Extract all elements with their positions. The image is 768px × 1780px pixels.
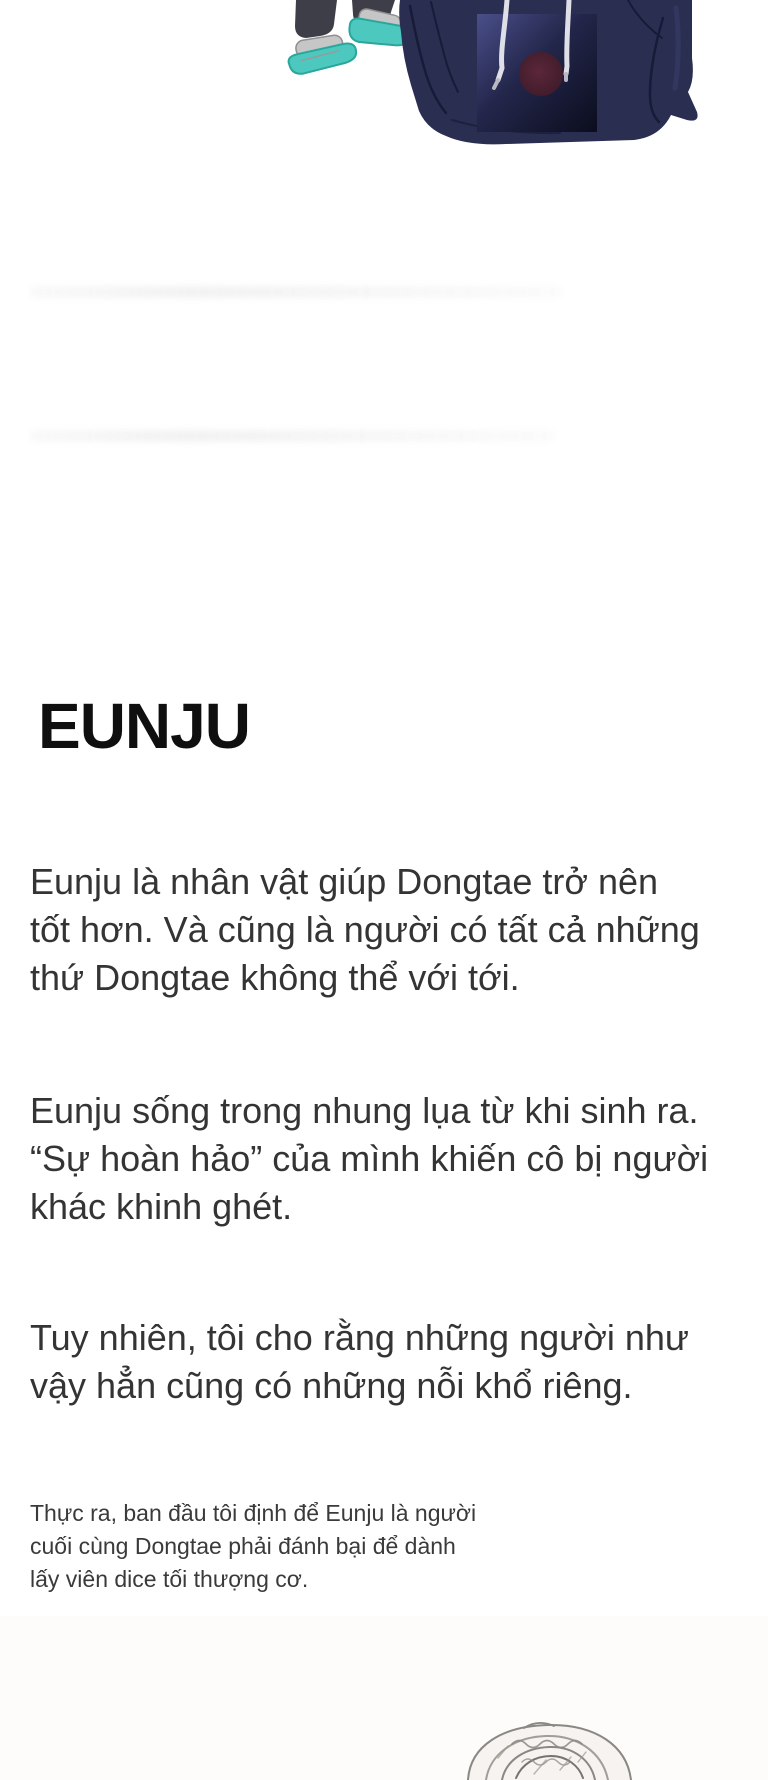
author-note: [30, 1497, 590, 1596]
bio-line: thứ Dongtae không thể với tới.: [30, 957, 520, 998]
bio-line: khác khinh ghét.: [30, 1186, 293, 1227]
dice-orb: [519, 52, 563, 96]
drawstring-right: [566, 0, 569, 74]
bio-line: tốt hơn. Và cũng là người có tất cả những: [30, 909, 700, 950]
author-note-line: cuối cùng Dongtae phải đánh bại để dành: [30, 1533, 456, 1559]
bio-line: “Sự hoàn hảo” của mình khiến cô bị người: [30, 1138, 709, 1179]
sandal-left: [286, 32, 359, 75]
bio-line: Eunju sống trong nhung lụa từ khi sinh ra.: [30, 1090, 699, 1131]
faded-text-artifact: [30, 430, 554, 442]
bio-paragraph-1: [30, 858, 750, 1002]
bio-paragraph-2: [30, 1087, 750, 1231]
bio-paragraph-3: [30, 1314, 750, 1410]
pant-leg-left: [295, 0, 337, 38]
faded-text-artifact: [30, 286, 562, 298]
bio-line: Eunju là nhân vật giúp Dongtae trở nên: [30, 861, 659, 902]
author-note-line: lấy viên dice tối thượng cơ.: [30, 1566, 309, 1592]
author-note-line: Thực ra, ban đầu tôi định để Eunju là người: [30, 1500, 477, 1526]
bio-line: vậy hẳn cũng có những nỗi khổ riêng.: [30, 1365, 633, 1406]
bio-line: Tuy nhiên, tôi cho rằng những người như: [30, 1317, 689, 1358]
top-panel-image: [0, 0, 768, 148]
bottom-sketch-image: [0, 1718, 768, 1780]
character-heading: EUNJU: [38, 689, 250, 762]
